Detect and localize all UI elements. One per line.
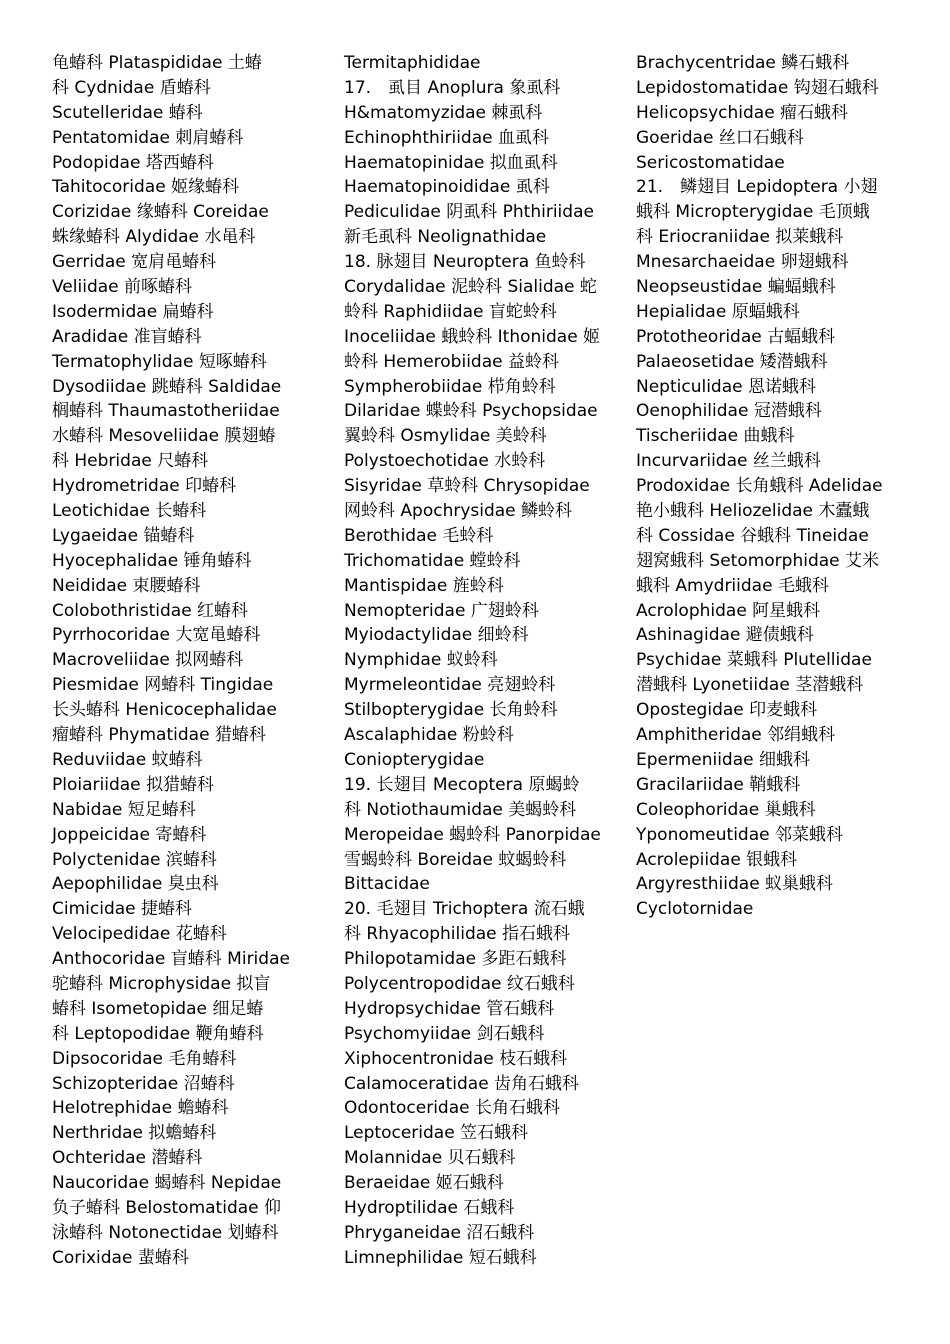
text-line: 18. 脉翅目 Neuroptera 鱼蛉科 bbox=[344, 252, 586, 273]
text-line: Schizopteridae 沼蝽科 bbox=[52, 1073, 235, 1094]
text-line: Hydropsychidae 管石蛾科 bbox=[344, 998, 555, 1019]
text-line: 蛾科 Amydriidae 毛蛾科 bbox=[636, 575, 829, 596]
text-line: 蛉科 Hemerobiidae 益蛉科 bbox=[344, 351, 559, 372]
text-line: Ashinagidae 避债蛾科 bbox=[636, 625, 814, 646]
text-line: Opostegidae 印麦蛾科 bbox=[636, 700, 818, 721]
text-line: Corixidae 蜚蝽科 bbox=[52, 1247, 189, 1268]
text-line: Trichomatidae 螳蛉科 bbox=[344, 550, 521, 571]
text-line: 科 Rhyacophilidae 指石蛾科 bbox=[344, 924, 571, 945]
text-line: Odontoceridae 长角石蛾科 bbox=[344, 1098, 561, 1119]
text-line: Oenophilidae 冠潜蛾科 bbox=[636, 401, 822, 422]
text-line: 科 Leptopodidae 鞭角蝽科 bbox=[52, 1023, 264, 1044]
text-line: Ochteridae 潜蝽科 bbox=[52, 1148, 203, 1169]
text-line: Epermeniidae 细蛾科 bbox=[636, 749, 810, 770]
text-line: Tischeriidae 曲蛾科 bbox=[636, 426, 795, 447]
text-line: Haematopinoididae 虱科 bbox=[344, 177, 550, 198]
text-line: Cyclotornidae bbox=[636, 899, 754, 920]
text-line: Myrmeleontidae 亮翅蛉科 bbox=[344, 675, 556, 696]
text-line: Aradidae 准盲蝽科 bbox=[52, 326, 202, 347]
text-line: Ploiariidae 拟猎蝽科 bbox=[52, 774, 215, 795]
text-line: Limnephilidae 短石蛾科 bbox=[344, 1247, 537, 1268]
text-line: Polycentropodidae 纹石蛾科 bbox=[344, 973, 575, 994]
text-line: Hyocephalidae 锤角蝽科 bbox=[52, 550, 252, 571]
text-column-1 bbox=[52, 51, 324, 1271]
text-line: Phryganeidae 沼石蛾科 bbox=[344, 1222, 535, 1243]
text-line: Nerthridae 拟蟾蝽科 bbox=[52, 1123, 217, 1144]
text-line: Berothidae 毛蛉科 bbox=[344, 525, 494, 546]
text-line: Echinophthiriidae 血虱科 bbox=[344, 127, 549, 148]
text-line: Sisyridae 草蛉科 Chrysopidae bbox=[344, 476, 590, 497]
text-line: 科 Notiothaumidae 美蝎蛉科 bbox=[344, 799, 577, 820]
text-line: 负子蝽科 Belostomatidae 仰 bbox=[52, 1197, 282, 1218]
text-line: 雪蝎蛉科 Boreidae 蚊蝎蛉科 bbox=[344, 849, 567, 870]
text-line: Mantispidae 旌蛉科 bbox=[344, 575, 504, 596]
text-line: 科 Cossidae 谷蛾科 Tineidae bbox=[636, 525, 869, 546]
text-line: Acrolepiidae 银蛾科 bbox=[636, 849, 798, 870]
text-line: Anthocoridae 盲蝽科 Miridae bbox=[52, 949, 290, 970]
text-line: 网蛉科 Apochrysidae 鳞蛉科 bbox=[344, 501, 573, 522]
text-line: Nepticulidae 恩诺蛾科 bbox=[636, 376, 816, 397]
text-line: Cimicidae 捷蝽科 bbox=[52, 899, 193, 920]
text-line: 驼蝽科 Microphysidae 拟盲 bbox=[52, 973, 271, 994]
text-line: 17. 虱目 Anoplura 象虱科 bbox=[344, 77, 561, 98]
text-line: Polyctenidae 滨蝽科 bbox=[52, 849, 217, 870]
text-line: 蛉科 Raphidiidae 盲蛇蛉科 bbox=[344, 301, 557, 322]
text-line: 翼蛉科 Osmylidae 美蛉科 bbox=[344, 426, 547, 447]
text-line: Nymphidae 蚁蛉科 bbox=[344, 650, 498, 671]
text-line: Coniopterygidae bbox=[344, 749, 485, 770]
text-line: Veliidae 前啄蝽科 bbox=[52, 277, 193, 298]
text-line: Helotrephidae 蟾蝽科 bbox=[52, 1098, 229, 1119]
text-line: Sericostomatidae bbox=[636, 152, 785, 173]
text-line: Amphitheridae 邻绢蛾科 bbox=[636, 725, 836, 746]
text-line: Velocipedidae 花蝽科 bbox=[52, 924, 227, 945]
text-line: Nemopteridae 广翅蛉科 bbox=[344, 600, 539, 621]
text-line: Podopidae 塔西蝽科 bbox=[52, 152, 214, 173]
text-line: Haematopinidae 拟血虱科 bbox=[344, 152, 558, 173]
text-line: Gerridae 宽肩黾蝽科 bbox=[52, 252, 217, 273]
text-line: Acrolophidae 阿星蛾科 bbox=[636, 600, 821, 621]
text-line: Macroveliidae 拟网蝽科 bbox=[52, 650, 244, 671]
text-line: Ascalaphidae 粉蛉科 bbox=[344, 725, 514, 746]
text-line: Piesmidae 网蝽科 Tingidae bbox=[52, 675, 274, 696]
text-line: Gracilariidae 鞘蛾科 bbox=[636, 774, 801, 795]
text-line: 19. 长翅目 Mecoptera 原蝎蛉 bbox=[344, 774, 580, 795]
text-line: Stilbopterygidae 长角蛉科 bbox=[344, 700, 558, 721]
text-line: 蛾科 Micropterygidae 毛顶蛾 bbox=[636, 202, 870, 223]
text-line: 艳小蛾科 Heliozelidae 木蠹蛾 bbox=[636, 501, 870, 522]
text-line: 水蝽科 Mesoveliidae 膜翅蝽 bbox=[52, 426, 276, 447]
text-line: 科 Cydnidae 盾蝽科 bbox=[52, 77, 211, 98]
text-line: 蛛缘蝽科 Alydidae 水黾科 bbox=[52, 227, 256, 248]
text-line: Scutelleridae 蝽科 bbox=[52, 102, 203, 123]
text-column-3 bbox=[636, 51, 928, 922]
text-line: Corizidae 缘蝽科 Coreidae bbox=[52, 202, 269, 223]
text-line: 泳蝽科 Notonectidae 划蝽科 bbox=[52, 1222, 279, 1243]
text-line: Hepialidae 原蝠蛾科 bbox=[636, 301, 800, 322]
text-line: Reduviidae 蚊蝽科 bbox=[52, 749, 203, 770]
text-line: Pyrrhocoridae 大宽黾蝽科 bbox=[52, 625, 261, 646]
text-line: Corydalidae 泥蛉科 Sialidae 蛇 bbox=[344, 277, 597, 298]
text-line: Neopseustidae 蝙蝠蛾科 bbox=[636, 277, 836, 298]
text-line: Helicopsychidae 瘤石蛾科 bbox=[636, 102, 849, 123]
text-line: 20. 毛翅目 Trichoptera 流石蛾 bbox=[344, 899, 585, 920]
text-line: Myiodactylidae 细蛉科 bbox=[344, 625, 529, 646]
text-line: 龟蝽科 Plataspididae 土蝽 bbox=[52, 53, 262, 73]
text-line: Dilaridae 蝶蛉科 Psychopsidae bbox=[344, 401, 598, 422]
text-line: Aepophilidae 臭虫科 bbox=[52, 874, 219, 895]
text-line: Psychidae 菜蛾科 Plutellidae bbox=[636, 650, 872, 671]
text-line: 潜蛾科 Lyonetiidae 茎潜蛾科 bbox=[636, 675, 864, 696]
text-line: H&matomyzidae 棘虱科 bbox=[344, 102, 543, 123]
text-column-2 bbox=[344, 51, 616, 1271]
text-line: Yponomeutidae 邻菜蛾科 bbox=[636, 824, 844, 845]
text-line: Leotichidae 长蝽科 bbox=[52, 501, 207, 522]
text-line: Calamoceratidae 齿角石蛾科 bbox=[344, 1073, 580, 1094]
text-line: Naucoridae 蝎蝽科 Nepidae bbox=[52, 1173, 282, 1194]
text-line: Hydrometridae 印蝽科 bbox=[52, 476, 237, 497]
text-line: Colobothristidae 红蝽科 bbox=[52, 600, 249, 621]
text-line: Pentatomidae 刺肩蝽科 bbox=[52, 127, 244, 148]
text-line: 科 Eriocraniidae 拟莱蛾科 bbox=[636, 227, 844, 248]
text-line: Palaeosetidae 矮潜蛾科 bbox=[636, 351, 828, 372]
text-line: Hydroptilidae 石蛾科 bbox=[344, 1197, 515, 1218]
text-line: 蝽科 Isometopidae 细足蝽 bbox=[52, 998, 264, 1019]
text-line: Lepidostomatidae 钩翅石蛾科 bbox=[636, 77, 879, 98]
text-line: Psychomyiidae 剑石蛾科 bbox=[344, 1023, 545, 1044]
text-line: Pediculidae 阴虱科 Phthiriidae bbox=[344, 202, 594, 223]
text-line: 瘤蝽科 Phymatidae 猎蝽科 bbox=[52, 725, 266, 746]
text-line: Prototheoridae 古蝠蛾科 bbox=[636, 326, 836, 347]
text-line: Termatophylidae 短啄蝽科 bbox=[52, 351, 267, 372]
text-line: Isodermidae 扁蝽科 bbox=[52, 301, 214, 322]
text-line: Neididae 束腰蝽科 bbox=[52, 575, 201, 596]
text-line: Molannidae 贝石蛾科 bbox=[344, 1148, 516, 1169]
text-line: Brachycentridae 鳞石蛾科 bbox=[636, 53, 850, 73]
text-line: Termitaphididae bbox=[344, 53, 481, 73]
text-line: Tahitocoridae 姬缘蝽科 bbox=[52, 177, 240, 198]
text-line: Prodoxidae 长角蛾科 Adelidae bbox=[636, 476, 883, 497]
text-line: Beraeidae 姬石蛾科 bbox=[344, 1173, 504, 1194]
text-line: 新毛虱科 Neolignathidae bbox=[344, 227, 547, 248]
text-line: Meropeidae 蝎蛉科 Panorpidae bbox=[344, 824, 601, 845]
text-line: 科 Hebridae 尺蝽科 bbox=[52, 451, 209, 472]
text-line: Sympherobiidae 栉角蛉科 bbox=[344, 376, 556, 397]
text-line: Dysodiidae 跳蝽科 Saldidae bbox=[52, 376, 282, 397]
text-line: Goeridae 丝口石蛾科 bbox=[636, 127, 804, 148]
text-line: Xiphocentronidae 枝石蛾科 bbox=[344, 1048, 568, 1069]
text-line: Leptoceridae 笠石蛾科 bbox=[344, 1123, 529, 1144]
text-line: Incurvariidae 丝兰蛾科 bbox=[636, 451, 821, 472]
text-line: 翅窝蛾科 Setomorphidae 艾米 bbox=[636, 550, 880, 571]
text-line: Lygaeidae 锚蝽科 bbox=[52, 525, 195, 546]
text-line: 榈蝽科 Thaumastotheriidae bbox=[52, 401, 280, 422]
text-line: Bittacidae bbox=[344, 874, 430, 895]
text-line: Inoceliidae 蛾蛉科 Ithonidae 姬 bbox=[344, 326, 601, 347]
text-line: Polystoechotidae 水蛉科 bbox=[344, 451, 546, 472]
text-line: 21. 鳞翅目 Lepidoptera 小翅 bbox=[636, 177, 878, 198]
text-line: Mnesarchaeidae 卵翅蛾科 bbox=[636, 252, 849, 273]
text-line: 长头蝽科 Henicocephalidae bbox=[52, 700, 277, 721]
text-line: Coleophoridae 巢蛾科 bbox=[636, 799, 816, 820]
text-line: Philopotamidae 多距石蛾科 bbox=[344, 949, 567, 970]
text-line: Joppeicidae 寄蝽科 bbox=[52, 824, 207, 845]
text-line: Argyresthiidae 蚁巢蛾科 bbox=[636, 874, 834, 895]
text-line: Nabidae 短足蝽科 bbox=[52, 799, 196, 820]
text-line: Dipsocoridae 毛角蝽科 bbox=[52, 1048, 237, 1069]
